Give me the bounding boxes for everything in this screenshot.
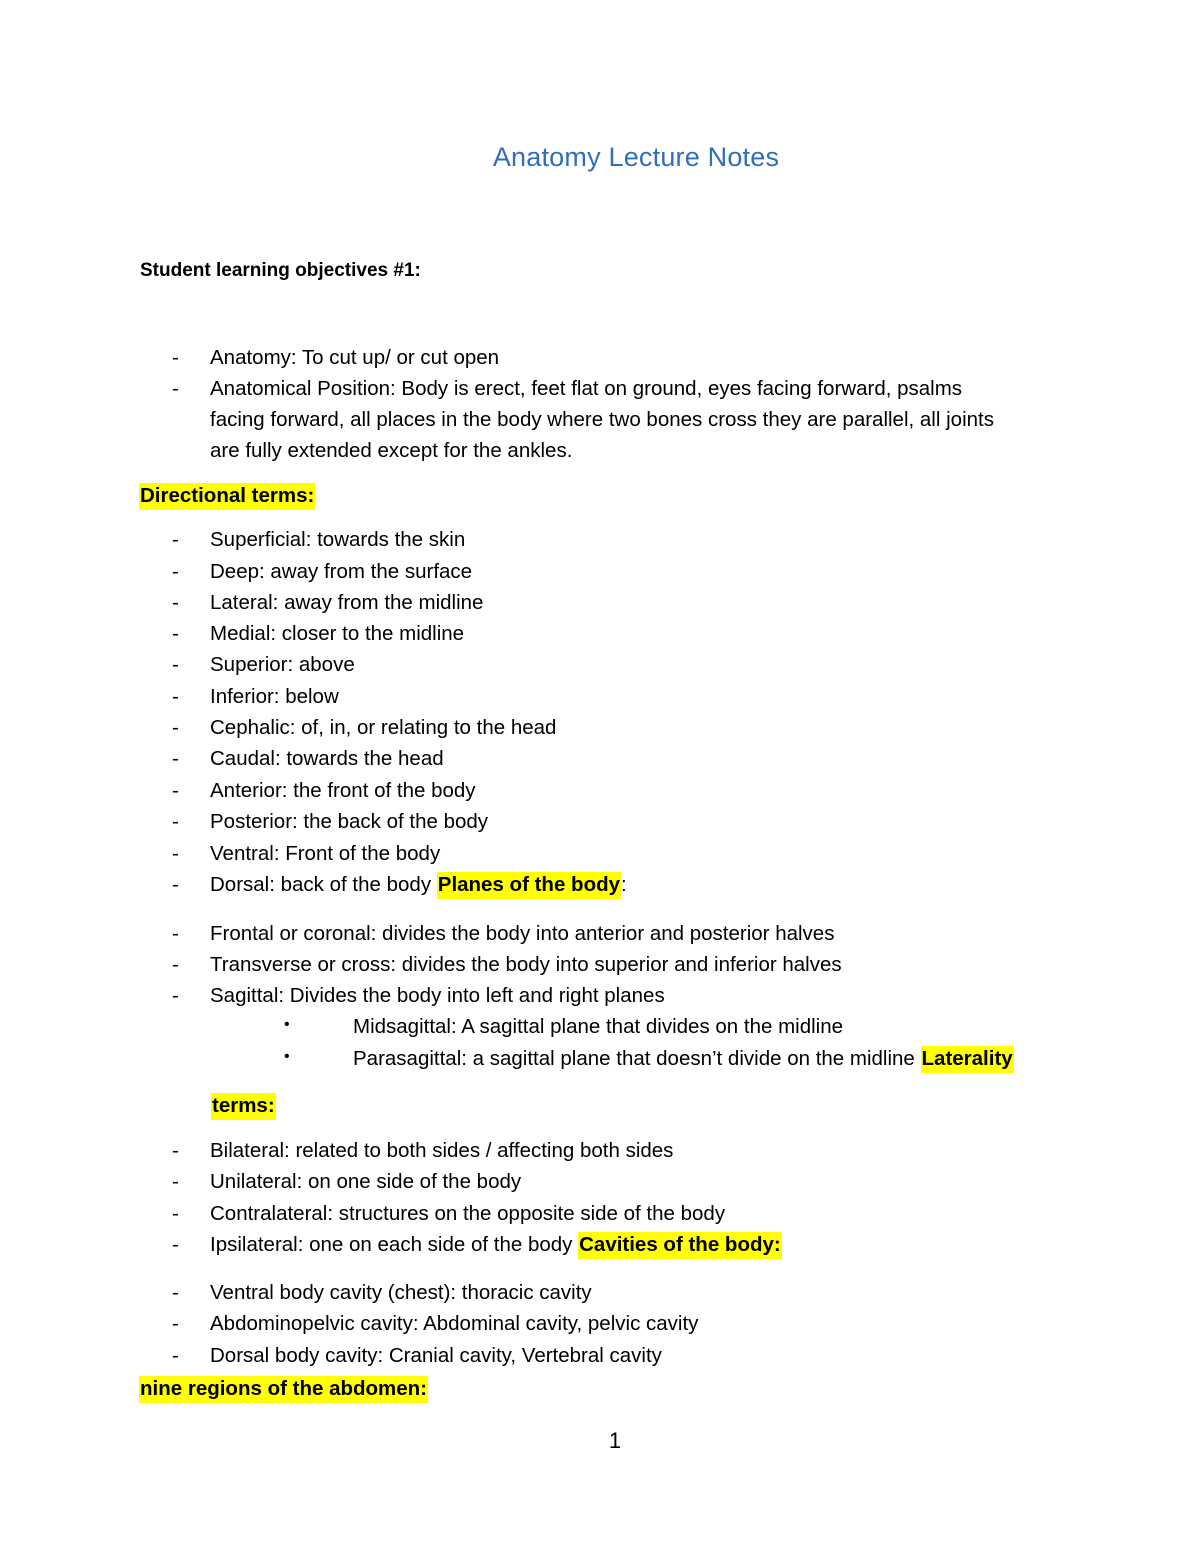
bullet-marker: • bbox=[284, 1048, 290, 1065]
abdomen-heading: nine regions of the abdomen: bbox=[139, 1377, 428, 1401]
dash-marker: - bbox=[172, 377, 179, 400]
directional-heading: Directional terms: bbox=[139, 484, 315, 508]
cavities-heading: Cavities of the body: bbox=[578, 1232, 782, 1259]
dash-marker: - bbox=[172, 346, 179, 369]
planes-heading: Planes of the body bbox=[437, 872, 621, 899]
laterality-heading-continuation: terms: bbox=[211, 1094, 276, 1118]
objectives-heading: Student learning objectives #1: bbox=[140, 260, 421, 281]
bullet-marker: • bbox=[284, 1016, 290, 1033]
laterality-heading: Laterality bbox=[921, 1046, 1014, 1073]
page-title: Anatomy Lecture Notes bbox=[492, 142, 780, 172]
page-number: 1 bbox=[608, 1428, 622, 1453]
